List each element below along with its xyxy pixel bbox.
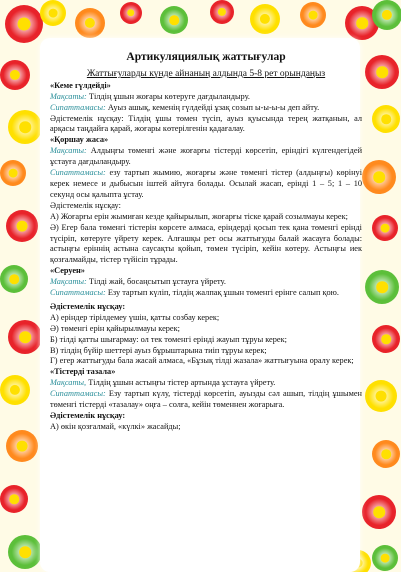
exercise-block [50,135,362,266]
exercise-title: «Қоршау жаса» [50,135,109,145]
flower-decoration [365,380,397,412]
flower-decoration [6,210,38,242]
exercise-title: «Тістерді тазала» [50,367,116,377]
exercise-method-heading: Әдістемелік нұсқау: [50,411,126,420]
exercise-description: Сипаттамасы: Езу тартып күлу, тістерді көрсетiп, ауызды сәл ашып, тілдің ұшымен төменгі тістерді «тазалау» оңға – солға, кейін төменнен жоғарыға. [50,389,362,410]
flower-decoration [250,4,280,34]
exercise-purpose: Мақсаты: Тілдің ұшын жоғары көтеруге дағдыландыру. [50,91,250,101]
flower-decoration [365,270,399,304]
flower-decoration [0,265,28,293]
exercise-purpose: Мақсаты: Алдыңғы төменгі және жоғарғы тістерді көрсетіп, еріндігі күлгендегідей ұстауға дағдыландыру. [50,146,363,167]
exercise-purpose: Мақсаты: Тілді жай, босаңсытып ұстауға үйрету. [50,277,226,287]
flower-decoration [0,160,26,186]
flower-decoration [6,430,38,462]
flower-decoration [8,110,42,144]
flower-decoration [8,320,42,354]
method-item: Б) тiлдi қатты шығармау: ол тек төменгі ерінді жауып тұруы керек; [50,334,287,344]
exercise-purpose: Мақсаты, Тiлдiң ұшын астыңғы тістер артында ұстауға үйрету. [50,378,276,388]
flower-decoration [5,5,43,43]
page-subtitle: Жаттығуларды күнде айнаның алдында 5-8 рет орындаңыз [86,68,326,79]
exercise-method-heading: Әдістемелік нұсқау: [50,301,126,311]
flower-decoration [372,325,400,353]
flower-decoration [0,60,30,90]
method-item: Г) егер жаттығуды бала жасай алмаса, «Бұзық тiлдi жазала» жаттығуына оралу керек; [50,356,354,366]
exercise-block [50,266,362,367]
method-item: А) ерiндер тiрiлдемеу үшін, қатты созбау керек; [50,312,220,322]
method-item: В) тiлдiң бүйір шеттері ауыз бұрыштарына тиіп тұруы керек; [50,345,267,355]
method-item: А) өкiн қозғалмай, «күлкi» жасайды; [50,421,181,431]
exercise-method-heading: Әдістемелік нұсқау: [50,200,121,210]
flower-decoration [362,160,396,194]
flower-decoration [210,0,234,24]
flower-decoration [40,0,66,26]
flower-decoration [160,6,188,34]
exercise-title: «Серуен» [50,266,85,276]
exercise-description: Сипаттамасы: Езу тартып күліп, тiлдiң жалпақ ұшын төменгі ерінге салып қою. [50,288,339,298]
flower-decoration [75,8,105,38]
document-content [50,52,362,433]
flower-decoration [372,545,398,571]
exercise-description: Сипаттамасы: езу тартып жымию, жоғарғы және төменгі тістер (алдыңғы) көрінуі керек немесе и дыбысын іштей айтуға болады. Осылай жасап, еріндi 1 – 5; 1 – 10 секунд осы қалыпта ұстау. [50,168,363,199]
flower-decoration [120,2,142,24]
exercise-method: Әдістемелік нұсқау: Тілдің ұшы төмен түсіп, ауыз қуысында терең жатқанын, ал арқасы таңдайға қарай, жоғары көтерілгенін қадағалау. [50,113,362,134]
flower-decoration [365,55,399,89]
flower-decoration [372,0,401,30]
flower-decoration [300,2,326,28]
method-item: Ә) төменгі ерін қайырылмауы керек; [50,323,180,333]
exercise-title: «Кеме гүлдейді» [50,80,111,90]
method-item: Ә) Егер бала төменгі тістерін көрсете алмаса, еріндерді қосып тек қана төменгі ерінді түсіріп, көтеруге үйрету керек. Алғашқы рет осы жаттығуды балай жасауға болады: астыңғы еріннiң астына саусақты қойып, төмен түсіріп, кейін көтеру. Астыңғы иек қозғалмайды, тістер түйісіп тұрады. [50,222,362,265]
page-title: Артикуляциялық жаттығулар [126,51,286,63]
flower-decoration [0,485,28,513]
flower-decoration [372,440,400,468]
exercise-block [50,367,362,432]
exercise-block [50,81,362,136]
flower-decoration [372,215,398,241]
flower-decoration [362,495,396,529]
flower-decoration [8,535,42,569]
exercise-description: Сипаттамасы: Ауыз ашық, кеменің гүлдейді ұзақ созып ы-ы-ы-ы деп айту. [50,102,320,112]
flower-decoration [0,375,30,405]
method-item: А) Жоғарғы ерін жымиған кезде қайырылып, жоғарғы тiске қарай созылмауы керек; [50,211,348,221]
flower-decoration [372,105,400,133]
